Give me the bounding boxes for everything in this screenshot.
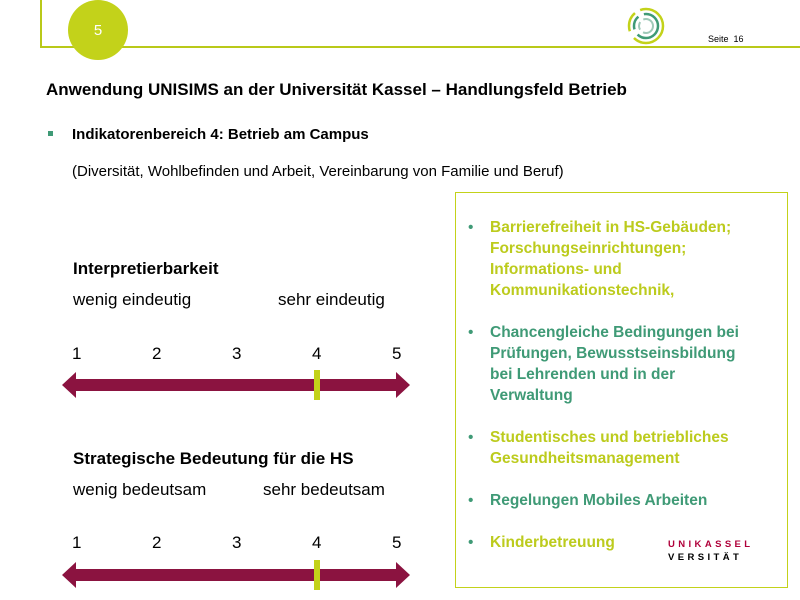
bullet-icon: • — [468, 534, 474, 551]
bullet-icon: • — [468, 219, 474, 236]
indicator-subtitle: (Diversität, Wohlbefinden und Arbeit, Vereinbarung von Familie und Beruf) — [72, 163, 564, 180]
university-logo-icon — [626, 6, 666, 46]
scale-1-arrow — [62, 370, 410, 400]
indicator-heading: Indikatorenbereich 4: Betrieb am Campus — [72, 126, 369, 143]
scale-2-value-marker — [314, 560, 320, 590]
scale-2-right-label: sehr bedeutsam — [263, 480, 385, 499]
bullet-icon: • — [468, 492, 474, 509]
scale-1-tick: 4 — [312, 344, 322, 363]
scale-1-left-label: wenig eindeutig — [73, 290, 192, 309]
scale-2-tick: 2 — [152, 533, 162, 552]
scale-2-tick: 4 — [312, 533, 322, 552]
scale-2-tick: 1 — [72, 533, 82, 552]
list-item: • Barrierefreiheit in HS-Gebäuden; Forschungseinrichtungen; Informations- und Kommunikationstechnik, — [468, 219, 732, 299]
header-frame — [40, 0, 800, 48]
measures-box — [455, 192, 788, 588]
scale-1-tick: 2 — [152, 344, 162, 363]
bullet-icon: • — [468, 429, 474, 446]
list-item: • Chancengleiche Bedingungen bei Prüfungen, Bewusstseinsbildung bei Lehrenden und in der Verwaltung — [468, 324, 739, 404]
scale-2-arrow — [62, 560, 410, 590]
scale-1-tick: 5 — [392, 344, 402, 363]
uni-kassel-wordmark: UNIKASSEL VERSITÄT — [668, 539, 754, 563]
scale-1-value-marker — [314, 370, 320, 400]
scale-2-left-label: wenig bedeutsam — [73, 480, 207, 499]
square-bullet-icon — [48, 131, 53, 136]
page-number: Seite 16 — [708, 34, 744, 44]
scale-2-tick: 3 — [232, 533, 242, 552]
scale-1-tick: 3 — [232, 344, 242, 363]
scale-1-title: Interpretierbarkeit — [73, 259, 219, 278]
scale-1-right-label: sehr eindeutig — [278, 290, 385, 309]
bullet-icon: • — [468, 324, 474, 341]
list-item: • Studentisches und betriebliches Gesundheitsmanagement — [468, 429, 729, 467]
slide-badge: 5 — [68, 0, 128, 60]
list-item: • Regelungen Mobiles Arbeiten — [468, 492, 708, 509]
slide-title: Anwendung UNISIMS an der Universität Kassel – Handlungsfeld Betrieb — [46, 80, 627, 99]
scale-2-title: Strategische Bedeutung für die HS — [73, 449, 354, 468]
scale-1-tick: 1 — [72, 344, 82, 363]
list-item: • Kinderbetreuung — [468, 534, 615, 551]
scale-2-tick: 5 — [392, 533, 402, 552]
